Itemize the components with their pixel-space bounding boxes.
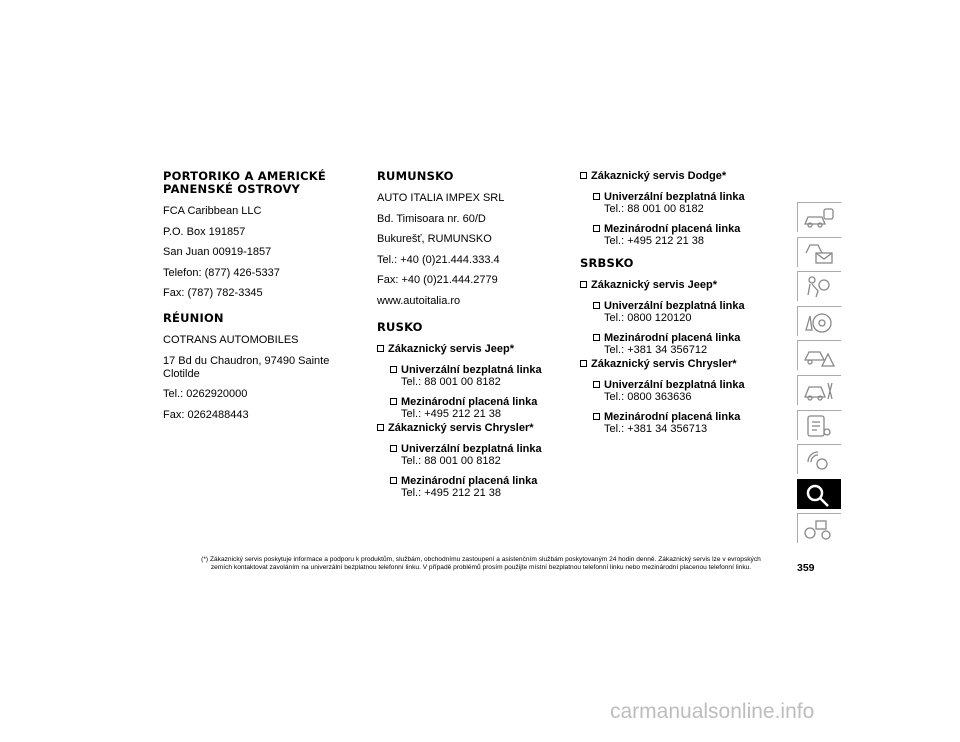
tab-car-mail[interactable] xyxy=(797,237,841,267)
sub-bullet-intl-line: Mezinárodní placená linka Tel.: +495 212 21 38 xyxy=(390,396,577,420)
text-line: Bukurešť, RUMUNSKO xyxy=(377,233,492,245)
tab-steering-wheel[interactable] xyxy=(797,306,841,336)
multimedia-icon xyxy=(802,448,836,472)
square-bullet-icon xyxy=(390,477,397,484)
tab-car-service[interactable] xyxy=(797,375,841,405)
warning-car-icon xyxy=(802,344,836,368)
text-line: Fax: +40 (0)21.444.2779 xyxy=(377,274,498,286)
text-line: FCA Caribbean LLC xyxy=(163,205,262,217)
footnote-line-2: zemích kontaktovat zavoláním na univerzální bezplatnou telefonní linku. V případě problémů prosím použijte místní bezplatnou telefonní linku nebo mezinárodní placenou telefonní linku. xyxy=(210,564,752,571)
car-service-icon xyxy=(802,379,836,403)
square-bullet-icon xyxy=(580,172,587,179)
text-line: San Juan 00919-1857 xyxy=(163,246,272,258)
watermark: carmanualsonline.info xyxy=(610,700,815,723)
sub-bullet-free-line: Univerzální bezplatná linka Tel.: 0800 363636 xyxy=(593,379,790,403)
footnote-line-1: (*) Zákaznický servis poskytuje informace a podporu k produktům, službám, obchodnímu zastoupení a asistenčním službám poskytovaným 24 hodin denně. Zákaznický servis lze v evropských xyxy=(201,556,761,563)
square-bullet-icon xyxy=(593,334,600,341)
bullet-jeep: Zákaznický servis Jeep* xyxy=(377,343,577,356)
column-3 xyxy=(580,170,790,443)
tab-specifications[interactable] xyxy=(797,410,841,440)
square-bullet-icon xyxy=(377,345,384,352)
sub-bullet-free-line: Univerzální bezplatná linka Tel.: 0800 120120 xyxy=(593,300,790,324)
search-icon xyxy=(802,483,836,507)
heading-puerto-rico: PORTORIKO A AMERICKÉ PANENSKÉ OSTROVY xyxy=(163,169,326,196)
column-2 xyxy=(377,170,577,507)
page-number: 359 xyxy=(797,562,815,574)
sub-bullet-free-line: Univerzální bezplatná linka Tel.: 88 001 00 8182 xyxy=(390,364,577,388)
square-bullet-icon xyxy=(377,424,384,431)
tab-search[interactable] xyxy=(797,479,841,509)
specifications-icon xyxy=(802,414,836,438)
heading-romania: RUMUNSKO xyxy=(377,169,454,183)
index-icon xyxy=(802,517,836,541)
tab-multimedia[interactable] xyxy=(797,444,841,474)
bullet-jeep: Zákaznický servis Jeep* xyxy=(580,279,790,292)
text-line: COTRANS AUTOMOBILES xyxy=(163,334,299,346)
footnote xyxy=(175,556,787,572)
square-bullet-icon xyxy=(390,366,397,373)
text-line: Bd. Timisoara nr. 60/D xyxy=(377,212,486,225)
square-bullet-icon xyxy=(593,413,600,420)
heading-russia: RUSKO xyxy=(377,319,423,334)
square-bullet-icon xyxy=(593,193,600,200)
text-line: Telefon: (877) 426-5337 xyxy=(163,266,280,279)
column-1 xyxy=(163,170,363,429)
car-info-icon xyxy=(802,206,836,230)
tab-index[interactable] xyxy=(797,513,841,543)
square-bullet-icon xyxy=(580,281,587,288)
tab-warning-car[interactable] xyxy=(797,340,841,370)
sub-bullet-intl-line: Mezinárodní placená linka Tel.: +495 212 21 38 xyxy=(390,475,577,499)
bullet-chrysler: Zákaznický servis Chrysler* xyxy=(377,422,577,435)
square-bullet-icon xyxy=(390,445,397,452)
car-mail-icon xyxy=(802,241,836,265)
airbag-icon xyxy=(802,275,836,299)
sub-bullet-intl-line: Mezinárodní placená linka Tel.: +381 34 356712 xyxy=(593,332,790,356)
tab-car-info[interactable] xyxy=(797,202,841,232)
square-bullet-icon xyxy=(593,381,600,388)
text-line: Fax: 0262488443 xyxy=(163,408,249,421)
text-line: 17 Bd du Chaudron, 97490 Sainte Clotilde xyxy=(163,354,330,380)
sub-bullet-intl-line: Mezinárodní placená linka Tel.: +495 212 21 38 xyxy=(593,223,790,247)
text-line: P.O. Box 191857 xyxy=(163,225,246,238)
square-bullet-icon xyxy=(593,225,600,232)
square-bullet-icon xyxy=(580,360,587,367)
sub-bullet-free-line: Univerzální bezplatná linka Tel.: 88 001 00 8182 xyxy=(593,191,790,215)
sub-bullet-free-line: Univerzální bezplatná linka Tel.: 88 001 00 8182 xyxy=(390,443,577,467)
bullet-chrysler: Zákaznický servis Chrysler* xyxy=(580,358,790,371)
square-bullet-icon xyxy=(593,302,600,309)
steering-wheel-icon xyxy=(802,310,836,334)
sub-bullet-intl-line: Mezinárodní placená linka Tel.: +381 34 356713 xyxy=(593,411,790,435)
text-line: Tel.: 0262920000 xyxy=(163,388,248,400)
text-line: Fax: (787) 782-3345 xyxy=(163,287,263,299)
text-line: www.autoitalia.ro xyxy=(377,294,461,307)
bullet-dodge: Zákaznický servis Dodge* xyxy=(580,170,790,183)
heading-serbia: SRBSKO xyxy=(580,256,634,270)
chapter-tabs xyxy=(797,202,841,548)
tab-airbag[interactable] xyxy=(797,271,841,301)
square-bullet-icon xyxy=(390,398,397,405)
text-line: AUTO ITALIA IMPEX SRL xyxy=(377,192,505,204)
heading-reunion: RÉUNION xyxy=(163,311,224,325)
text-line: Tel.: +40 (0)21.444.333.4 xyxy=(377,253,500,266)
